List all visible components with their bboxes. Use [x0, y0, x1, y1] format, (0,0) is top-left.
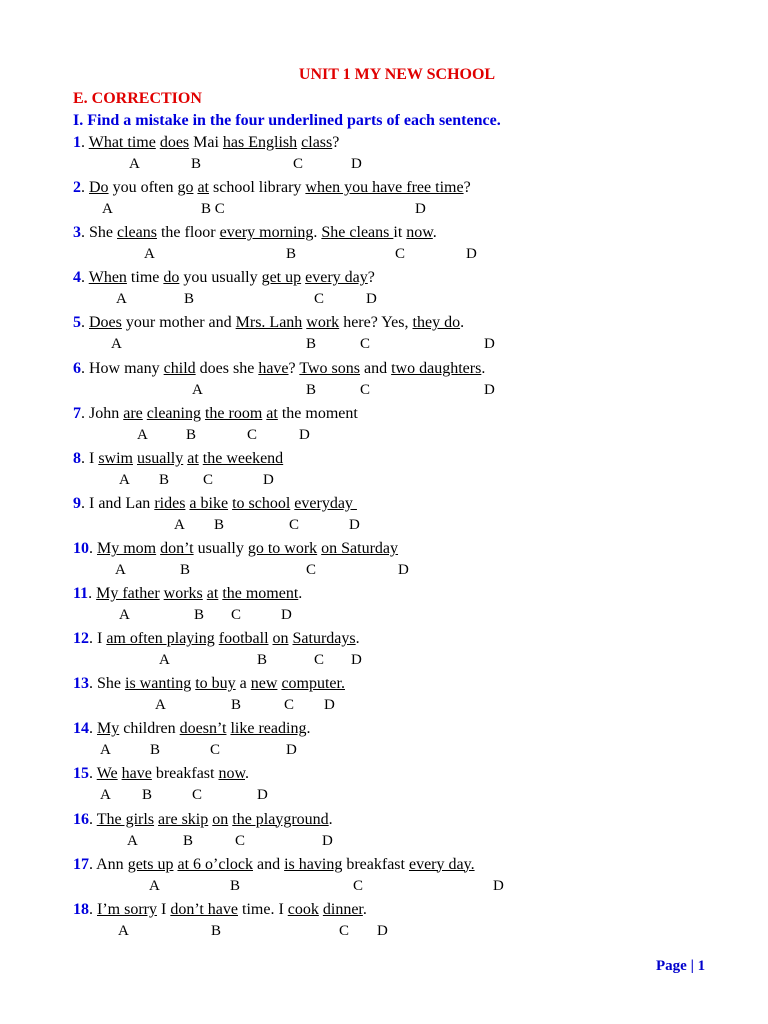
question-item [73, 855, 753, 894]
option-letter: A [127, 832, 138, 849]
question-number: 6 [73, 359, 81, 377]
question-number: 14 [73, 720, 89, 738]
question-item [73, 629, 753, 669]
question-number: 3 [73, 224, 81, 242]
sentence-text: I [89, 449, 99, 467]
sentence-text: . [355, 630, 360, 648]
option-letter: D [286, 742, 297, 759]
question-item [73, 404, 753, 443]
option-letter: D [257, 787, 268, 804]
underlined-part: is having [284, 855, 343, 873]
sentence-text: does she [195, 359, 259, 377]
question-item [73, 900, 753, 939]
underlined-part: does [159, 134, 190, 151]
underlined-part: Do [89, 179, 109, 197]
question-number: 9 [73, 494, 81, 512]
option-letter: A [159, 652, 170, 669]
underlined-part: When [88, 269, 127, 287]
option-letter: B [214, 516, 225, 533]
sentence-text: Mai [189, 134, 223, 151]
option-letter: B [183, 832, 194, 849]
sentence-text: you usually [179, 269, 262, 287]
option-letter: D [377, 922, 388, 939]
question-item [73, 178, 753, 218]
underlined-part: every day [305, 269, 368, 287]
underlined-part: the room [204, 404, 263, 422]
option-letter: C [284, 697, 295, 714]
option-letter: C [314, 652, 325, 669]
option-letter: D [366, 291, 377, 308]
question-item [73, 449, 753, 488]
question-sentence: 14. My children doesn’t like reading. [73, 720, 311, 738]
underlined-part: the playground [232, 810, 329, 828]
underlined-part: are [123, 404, 143, 422]
option-letter: A [119, 471, 130, 488]
underlined-part: go to work [247, 539, 318, 557]
option-letter: C [353, 877, 364, 894]
underlined-part: on [212, 810, 229, 828]
sentence-text: . [306, 720, 311, 738]
sentence-text: ? [288, 359, 300, 377]
underlined-part: when you have free time [305, 179, 464, 197]
question-sentence: 4. When time do you usually get up every day? [73, 269, 375, 287]
underlined-part: cleaning [146, 404, 201, 422]
question-number: 5 [73, 314, 81, 332]
underlined-part: at [187, 449, 199, 467]
option-letter: B [306, 336, 317, 353]
option-letter: C [203, 471, 214, 488]
option-letter: A [111, 336, 122, 353]
question-sentence: 3. She cleans the floor every morning. She cleans it now. [73, 224, 437, 242]
underlined-part: go [177, 179, 194, 197]
sentence-text: you often [108, 179, 178, 197]
underlined-part: every morning [219, 224, 314, 242]
option-letter: D [484, 381, 495, 398]
question-item [73, 268, 753, 308]
question-item [73, 359, 753, 398]
option-letter: B [180, 561, 191, 578]
option-letter: B [191, 156, 202, 172]
underlined-part: usually [137, 449, 184, 467]
option-letter: A [100, 787, 111, 804]
option-letter: C [339, 922, 350, 939]
underlined-part: I’m sorry [97, 900, 157, 918]
underlined-part: like reading [230, 720, 307, 738]
underlined-part: new [250, 675, 278, 693]
underlined-part: a bike [189, 494, 229, 512]
sentence-text: here? Yes, [339, 314, 413, 332]
sentence-text: . [328, 810, 333, 828]
question-number: 13 [73, 675, 89, 693]
underlined-part: child [163, 359, 196, 377]
option-letter: C [360, 381, 371, 398]
question-number: 12 [73, 630, 89, 648]
underlined-part: Does [89, 314, 122, 332]
underlined-part: at [206, 585, 219, 602]
sentence-text: . [362, 900, 367, 918]
sentence-text: a [235, 675, 251, 693]
underlined-part: at [266, 404, 278, 422]
option-letter: A [192, 381, 203, 398]
question-item [73, 223, 753, 263]
question-number: 16 [73, 810, 89, 828]
sentence-text: time [126, 269, 164, 287]
option-letter: B [142, 787, 153, 804]
page-title: UNIT 1 MY NEW SCHOOL [298, 66, 496, 83]
option-letter: D [281, 607, 292, 623]
question-sentence: 6. How many child does she have? Two sons and two daughters. [73, 359, 486, 377]
sentence-text: breakfast [342, 855, 409, 873]
underlined-part: now [218, 765, 245, 783]
underlined-part: doesn’t [179, 720, 227, 738]
question-number: 17 [73, 855, 89, 873]
option-letter: D [466, 246, 477, 263]
option-letter: A [118, 922, 129, 939]
underlined-part: on Saturday [321, 539, 399, 557]
option-letter: A [149, 877, 160, 894]
underlined-part: football [218, 630, 269, 648]
option-letter: C [360, 336, 371, 353]
question-item [73, 494, 753, 533]
option-letter: C [247, 426, 258, 443]
option-letter: A [129, 156, 140, 172]
option-letter: A [144, 246, 155, 263]
underlined-part: She cleans [321, 224, 394, 242]
sentence-text: She [89, 224, 117, 242]
question-sentence: 1. What time does Mai has English class? [73, 134, 340, 151]
question-sentence: 9. I and Lan rides a bike to school everyday [73, 494, 357, 512]
option-letter: A [119, 607, 130, 623]
option-letter: A [137, 426, 148, 443]
sentence-text: school library [208, 179, 306, 197]
option-letter: A [116, 291, 127, 308]
sentence-text: . [432, 224, 437, 242]
underlined-part: What time [88, 134, 156, 151]
underlined-part: on [272, 630, 289, 648]
option-letter: A [100, 742, 111, 759]
underlined-part: rides [154, 494, 186, 512]
sentence-text: your mother and [121, 314, 236, 332]
underlined-part: they do [412, 314, 461, 332]
sentence-text: . [460, 314, 465, 332]
question-number: 18 [73, 900, 89, 918]
option-letter: D [263, 471, 274, 488]
underlined-part: My [97, 720, 120, 738]
question-sentence: 16. The girls are skip on the playground. [73, 810, 333, 828]
option-letter: A [115, 561, 126, 578]
sentence-text: and [360, 359, 392, 377]
underlined-part: We [96, 765, 118, 783]
option-letter: C [306, 561, 317, 578]
sentence-text: the floor [156, 224, 220, 242]
option-letter: B [150, 742, 161, 759]
underlined-part: swim [98, 449, 133, 467]
underlined-part: get up [261, 269, 302, 287]
underlined-part: My mom [97, 539, 157, 557]
option-letter: D [415, 201, 426, 218]
underlined-part: work [306, 314, 340, 332]
underlined-part: has English [222, 134, 298, 151]
option-letter: D [322, 832, 333, 849]
option-letter: D [484, 336, 495, 353]
question-number: 15 [73, 765, 89, 783]
sentence-text: ? [463, 179, 471, 197]
underlined-part: gets up [127, 855, 174, 873]
option-letter: D [299, 426, 310, 443]
option-letter: B [231, 697, 242, 714]
option-letter: B [257, 652, 268, 669]
question-sentence: 2. Do you often go at school library when you have free time? [73, 179, 471, 197]
underlined-part: Mrs. Lanh [235, 314, 303, 332]
sentence-text: I [156, 900, 171, 918]
sentence-text: it [393, 224, 407, 242]
underlined-part: have [258, 359, 289, 377]
option-letter: C [289, 516, 300, 533]
question-sentence: 15. We have breakfast now. [73, 765, 249, 783]
sentence-text: and [253, 855, 285, 873]
sentence-text: John [89, 404, 124, 422]
underlined-part: have [121, 765, 152, 783]
underlined-part: class [301, 134, 333, 151]
question-number: 4 [73, 269, 81, 287]
underlined-part: dinner [322, 900, 363, 918]
underlined-part: don’t [160, 539, 194, 557]
option-letter: D [349, 516, 360, 533]
option-letter: B [306, 381, 317, 398]
question-sentence: 11. My father works at the moment. [73, 585, 303, 602]
option-letter: C [231, 607, 242, 623]
underlined-part: Saturdays [292, 630, 356, 648]
question-number: 7 [73, 404, 81, 422]
option-letter: B [211, 922, 222, 939]
underlined-part: at [197, 179, 209, 197]
underlined-part: cook [287, 900, 319, 918]
question-number: 8 [73, 449, 81, 467]
question-item [73, 133, 753, 172]
underlined-part: every day. [408, 855, 475, 873]
option-letter: C [314, 291, 325, 308]
sentence-text: . [481, 359, 486, 377]
option-letter: D [493, 877, 504, 894]
option-letter: A [174, 516, 185, 533]
option-letter: A [155, 697, 166, 714]
question-number: 10 [73, 539, 89, 557]
underlined-part: at 6 o’clock [177, 855, 253, 873]
question-sentence: 18. I’m sorry I don’t have time. I cook dinner. [73, 900, 367, 918]
question-item [73, 674, 753, 714]
question-sentence: 7. John are cleaning the room at the moment [73, 404, 358, 422]
question-sentence: 10. My mom don’t usually go to work on Saturday [73, 539, 399, 557]
option-letter: A [102, 201, 113, 218]
instruction-text: I. Find a mistake in the four underlined parts of each sentence. [73, 112, 501, 129]
option-letter: B C [201, 201, 225, 218]
question-item [73, 539, 753, 578]
question-item [73, 584, 753, 623]
question-sentence: 12. I am often playing football on Saturdays. [73, 630, 360, 648]
option-letter: B [159, 471, 170, 488]
question-item [73, 810, 753, 849]
underlined-part: works [163, 585, 203, 602]
question-sentence: 8. I swim usually at the weekend [73, 449, 284, 467]
sentence-text: breakfast [151, 765, 219, 783]
sentence-text: She [97, 675, 125, 693]
question-item [73, 719, 753, 759]
option-letter: D [398, 561, 409, 578]
underlined-part: My father [96, 585, 160, 602]
sentence-text: usually [193, 539, 248, 557]
sentence-text: Ann [96, 855, 128, 873]
option-letter: B [184, 291, 195, 308]
underlined-part: The girls [96, 810, 155, 828]
sentence-text: children [119, 720, 180, 738]
underlined-part: am often playing [106, 630, 215, 648]
sentence-text: . [245, 765, 249, 783]
sentence-text: ? [332, 134, 340, 151]
question-sentence: 17. Ann gets up at 6 o’clock and is having breakfast every day. [73, 855, 475, 873]
underlined-part: the weekend [202, 449, 284, 467]
underlined-part: Two sons [299, 359, 360, 377]
underlined-part: everyday [294, 494, 357, 512]
question-number: 1 [73, 134, 81, 151]
question-sentence: 13. She is wanting to buy a new computer. [73, 675, 345, 693]
question-number: 2 [73, 179, 81, 197]
option-letter: B [286, 246, 297, 263]
underlined-part: don’t have [170, 900, 238, 918]
underlined-part: do [163, 269, 180, 287]
sentence-text: time. I [238, 900, 288, 918]
sentence-text: ? [367, 269, 375, 287]
option-letter: B [186, 426, 197, 443]
question-item [73, 313, 753, 353]
option-letter: C [235, 832, 246, 849]
section-heading: E. CORRECTION [73, 90, 202, 107]
underlined-part: two daughters [391, 359, 482, 377]
underlined-part: to buy [195, 675, 236, 693]
question-sentence: 5. Does your mother and Mrs. Lanh work here? Yes, they do. [73, 314, 465, 332]
sentence-text: the moment [277, 404, 358, 422]
sentence-text: How many [89, 359, 164, 377]
option-letter: B [194, 607, 205, 623]
question-number: 11 [73, 585, 89, 602]
option-letter: C [293, 156, 304, 172]
underlined-part: now [406, 224, 433, 242]
option-letter: C [210, 742, 221, 759]
sentence-text: I and Lan [89, 494, 155, 512]
option-letter: D [351, 652, 362, 669]
underlined-part: cleans [117, 224, 157, 242]
option-letter: C [395, 246, 406, 263]
sentence-text: . [298, 585, 303, 602]
option-letter: D [324, 697, 335, 714]
option-letter: D [351, 156, 362, 172]
question-item [73, 764, 753, 804]
underlined-part: the moment [222, 585, 299, 602]
sentence-text: . [313, 224, 322, 242]
option-letter: C [192, 787, 203, 804]
page-number: Page | 1 [656, 958, 706, 974]
option-letter: B [230, 877, 241, 894]
underlined-part: are skip [158, 810, 209, 828]
underlined-part: is wanting [125, 675, 192, 693]
underlined-part: computer. [281, 675, 345, 693]
underlined-part: to school [232, 494, 291, 512]
sentence-text: I [97, 630, 107, 648]
